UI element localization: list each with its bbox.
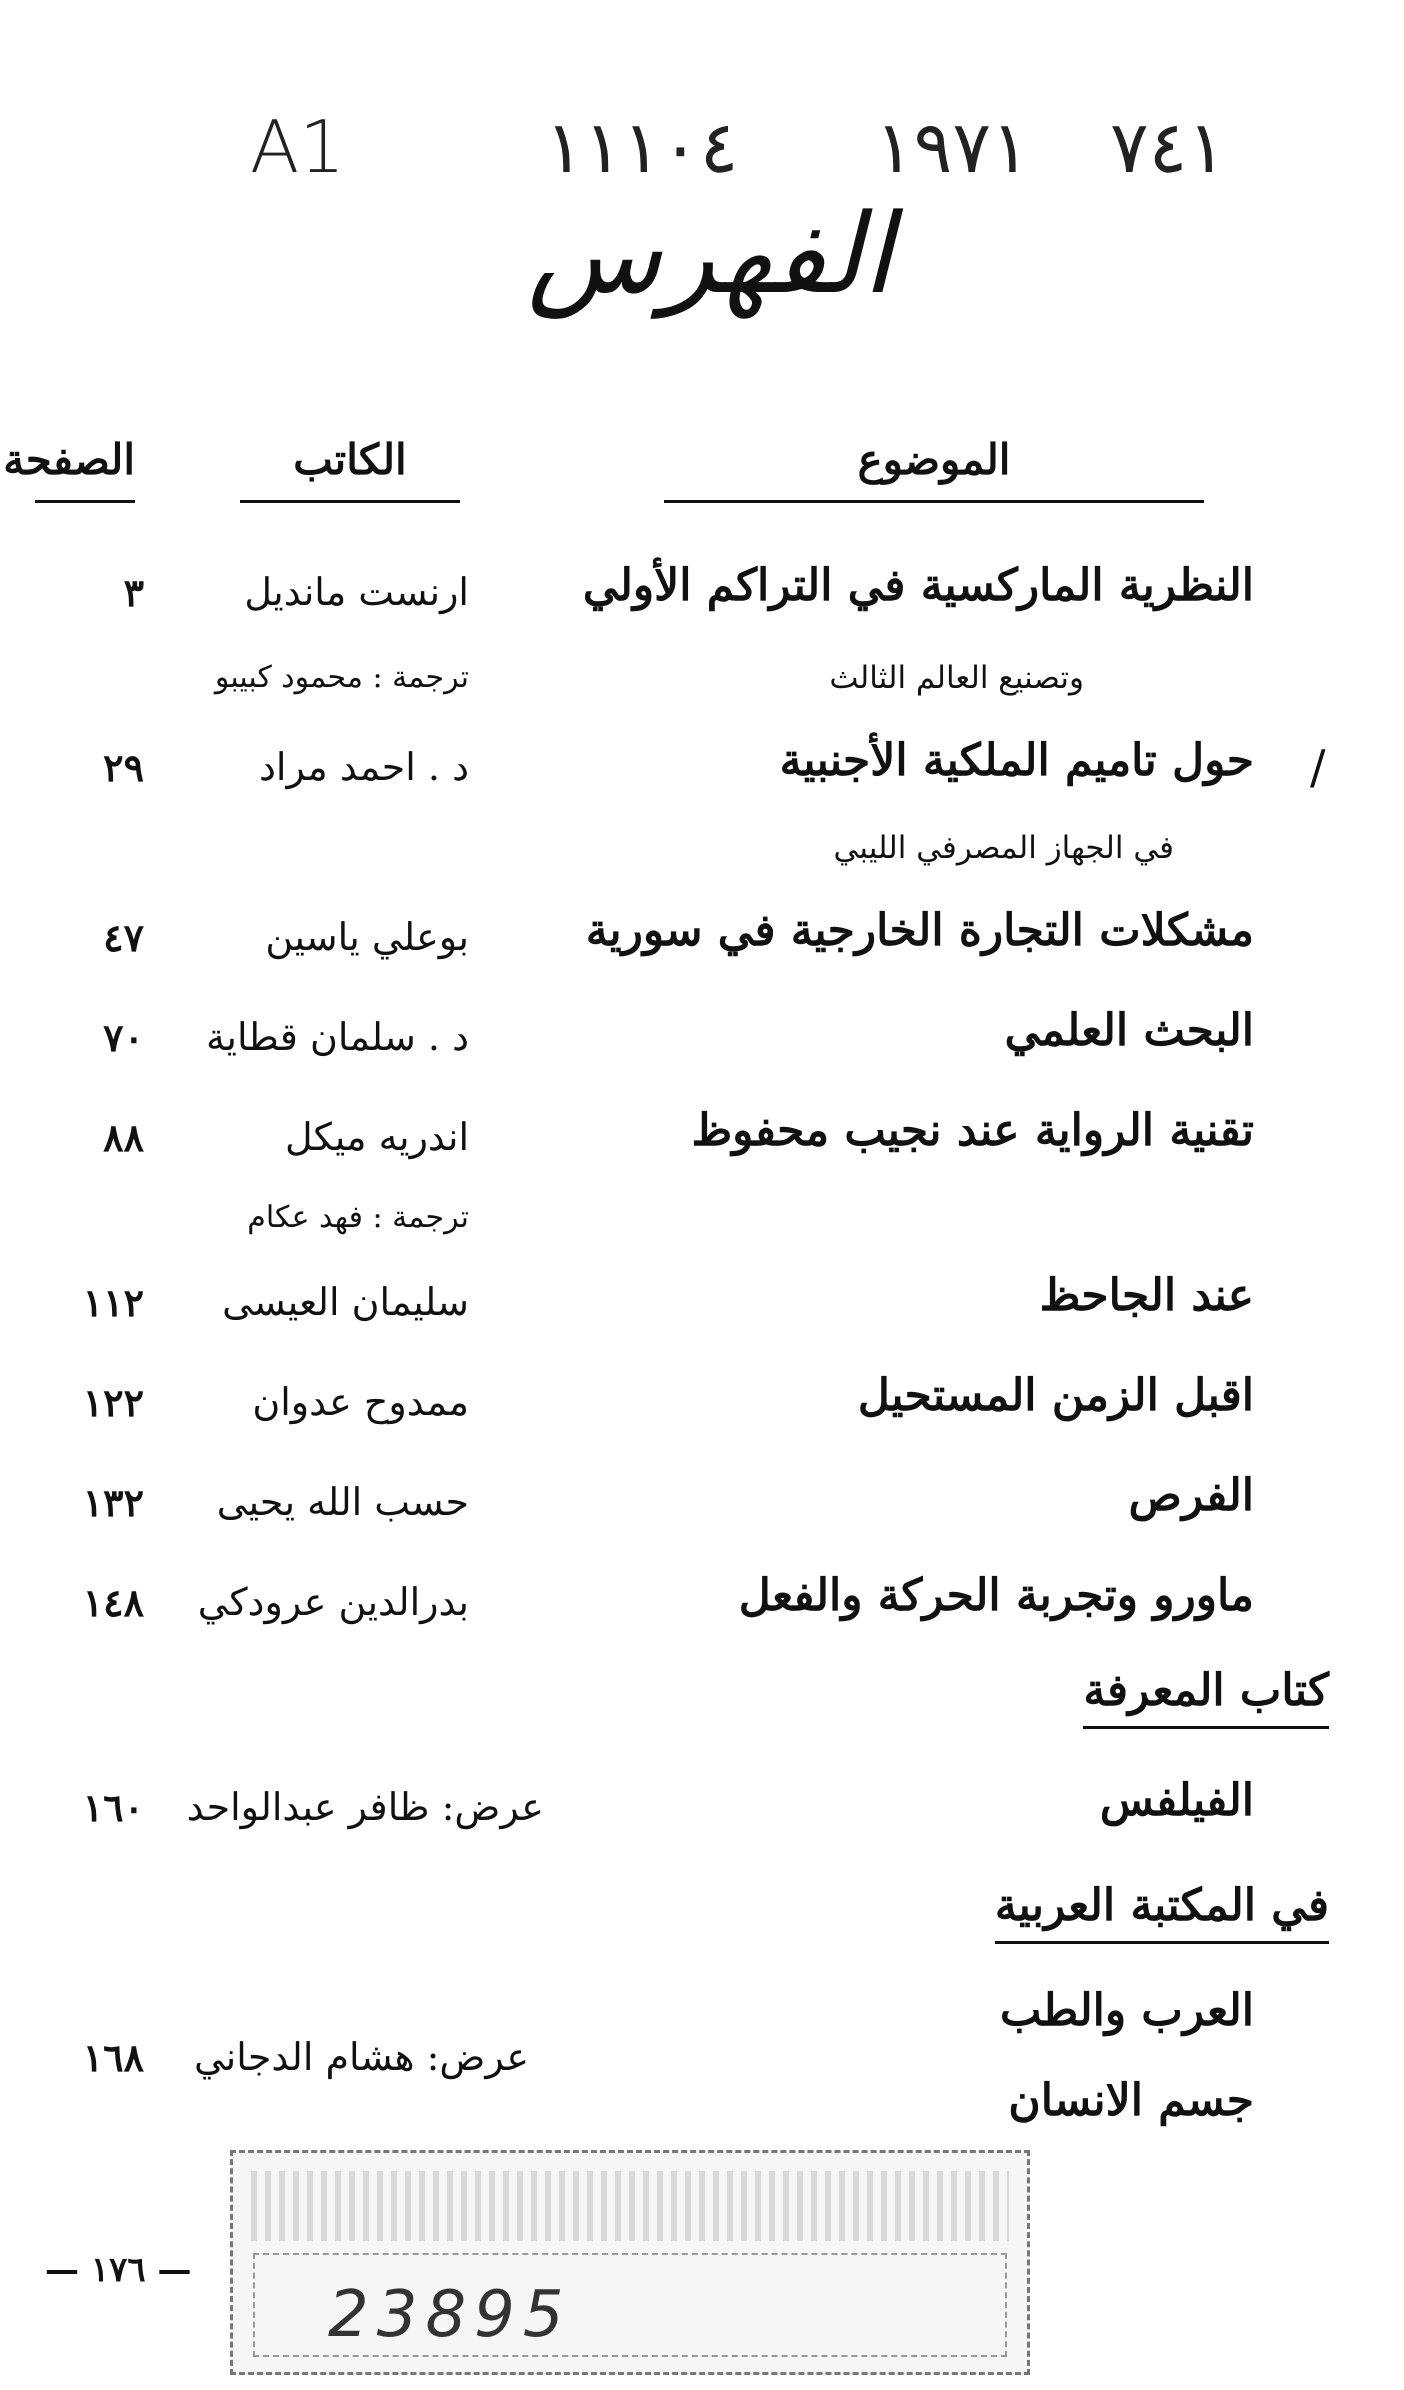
page-title: الفهرس [527, 190, 893, 318]
entry-title: الفرص [1128, 1470, 1254, 1521]
section-heading-arab-library: في المكتبة العربية [995, 1880, 1329, 1944]
entry-author: بدرالدين عرودكي [197, 1580, 469, 1624]
review-title: العرب والطب [999, 1985, 1254, 2036]
section-heading-book-knowledge: كتاب المعرفة [1083, 1665, 1329, 1729]
entry-author: اندريه ميكل [284, 1115, 469, 1159]
header-author: الكاتب [240, 435, 460, 503]
entry-title: ماورو وتجربة الحركة والفعل [738, 1570, 1254, 1621]
library-stamp [230, 2150, 1030, 2375]
entry-page: ٨٨ [103, 1115, 144, 1160]
entry-translator: ترجمة : محمود كبيبو [214, 660, 469, 695]
stamp-faded-text [251, 2171, 1009, 2241]
entry-page: ٢٩ [103, 745, 144, 790]
entry-page: ٣ [123, 570, 144, 615]
entry-page: ٧٠ [103, 1015, 144, 1060]
entry-page: ١٢٢ [82, 1380, 144, 1425]
entry-page: ١٤٨ [82, 1580, 144, 1625]
margin-mark: / [1310, 740, 1326, 794]
entry-author: ممدوح عدوان [252, 1380, 469, 1424]
entry-title: حول تاميم الملكية الأجنبية [779, 735, 1254, 786]
entry-title: اقبل الزمن المستحيل [857, 1370, 1254, 1421]
entry-title: تقنية الرواية عند نجيب محفوظ [691, 1105, 1254, 1156]
entry-title: عند الجاحظ [1039, 1270, 1254, 1321]
entry-author: حسب الله يحيى [216, 1480, 469, 1524]
entry-author: د . سلمان قطاية [206, 1015, 469, 1059]
entry-title: النظرية الماركسية في التراكم الأولي [582, 560, 1254, 611]
entry-title: مشكلات التجارة الخارجية في سورية [585, 905, 1254, 956]
review-title: جسم الانسان [1008, 2075, 1254, 2126]
entry-author: بوعلي ياسين [265, 915, 469, 959]
entry-author: سليمان العيسى [222, 1280, 469, 1324]
review-page: ١٦٨ [82, 2035, 144, 2080]
stamp-number: 23895 [328, 2278, 572, 2352]
handwritten-code: A1 [250, 105, 346, 189]
review-page: ١٦٠ [82, 1785, 144, 1830]
entry-page: ٤٧ [103, 915, 144, 960]
entry-title: البحث العلمي [1004, 1005, 1254, 1056]
review-author: عرض: ظافر عبدالواحد [186, 1785, 544, 1829]
handwritten-code: ٧٤١ [1110, 105, 1227, 189]
header-page: الصفحة [35, 435, 135, 503]
header-subject: الموضوع [664, 435, 1204, 503]
footer-page-number: — ١٧٦ — [45, 2250, 192, 2290]
review-title: الفيلفس [1099, 1775, 1254, 1826]
handwritten-code: ١٩٧١ [875, 105, 1030, 189]
entry-translator: ترجمة : فهد عكام [247, 1200, 469, 1235]
entry-subtitle: وتصنيع العالم الثالث [829, 660, 1084, 696]
entry-author: ارنست مانديل [244, 570, 469, 614]
entry-page: ١٣٢ [82, 1480, 144, 1525]
entry-subtitle: في الجهاز المصرفي الليبي [833, 830, 1174, 866]
handwritten-code: ١١١٠٤ [545, 105, 739, 189]
review-author: عرض: هشام الدجاني [194, 2035, 529, 2079]
entry-author: د . احمد مراد [258, 745, 469, 789]
entry-page: ١١٢ [82, 1280, 144, 1325]
